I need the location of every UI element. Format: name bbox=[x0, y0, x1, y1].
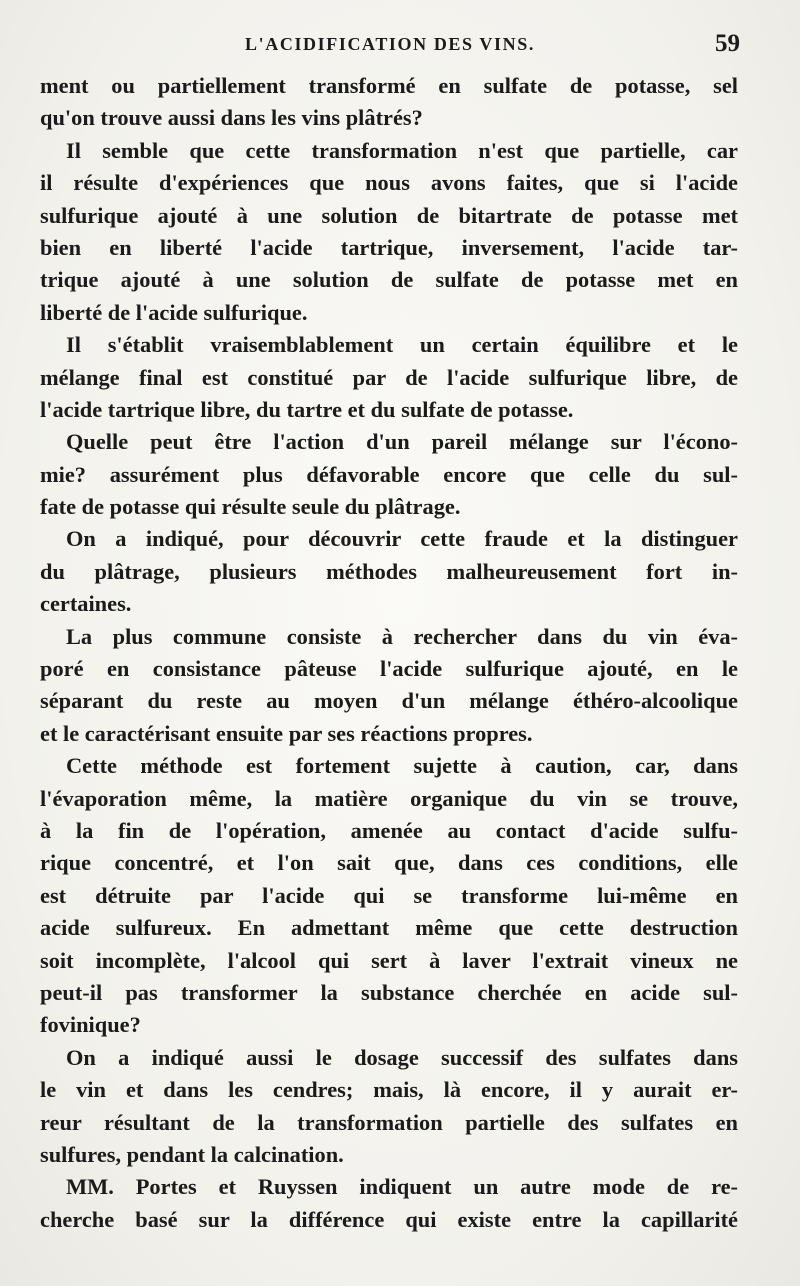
text-line: est détruite par l'acide qui se transforme lui-même en bbox=[40, 882, 738, 908]
body-text bbox=[40, 70, 738, 1236]
text-line: On a indiqué aussi le dosage successif des sulfates dans bbox=[66, 1044, 738, 1070]
text-line: l'acide tartrique libre, du tartre et du sulfate de potasse. bbox=[40, 396, 574, 422]
text-line: qu'on trouve aussi dans les vins plâtrés? bbox=[40, 105, 423, 131]
text-line: cherche basé sur la différence qui existe entre la capillarité bbox=[40, 1206, 738, 1232]
text-line: à la fin de l'opération, amenée au contact d'acide sulfu- bbox=[40, 817, 738, 843]
text-line: Il s'établit vraisemblablement un certain équilibre et le bbox=[66, 332, 738, 358]
text-line: Il semble que cette transformation n'est que partielle, car bbox=[66, 137, 738, 163]
text-line: acide sulfureux. En admettant même que cette destruction bbox=[40, 915, 738, 941]
text-line: mélange final est constitué par de l'acide sulfurique libre, de bbox=[40, 364, 738, 390]
text-line: liberté de l'acide sulfurique. bbox=[40, 299, 308, 325]
text-line: fate de potasse qui résulte seule du plâtrage. bbox=[40, 494, 461, 520]
text-line: peut-il pas transformer la substance cherchée en acide sul- bbox=[40, 979, 738, 1005]
page-header bbox=[40, 30, 740, 62]
text-line: Cette méthode est fortement sujette à caution, car, dans bbox=[66, 753, 738, 779]
page-number: 59 bbox=[715, 30, 740, 57]
text-line: il résulte d'expériences que nous avons faites, que si l'acide bbox=[40, 170, 738, 196]
text-line: sulfurique ajouté à une solution de bitartrate de potasse met bbox=[40, 202, 738, 228]
text-line: MM. Portes et Ruyssen indiquent un autre mode de re- bbox=[66, 1174, 738, 1200]
text-line: le vin et dans les cendres; mais, là encore, il y aurait er- bbox=[40, 1077, 738, 1103]
text-line: poré en consistance pâteuse l'acide sulfurique ajouté, en le bbox=[40, 656, 738, 682]
text-line: l'évaporation même, la matière organique du vin se trouve, bbox=[40, 785, 738, 811]
text-line: ment ou partiellement transformé en sulfate de potasse, sel bbox=[40, 73, 738, 98]
text-line: du plâtrage, plusieurs méthodes malheureusement fort in- bbox=[40, 558, 738, 584]
text-line: La plus commune consiste à rechercher dans du vin éva- bbox=[66, 623, 738, 649]
text-line: trique ajouté à une solution de sulfate de potasse met en bbox=[40, 267, 738, 293]
text-line: rique concentré, et l'on sait que, dans ces conditions, elle bbox=[40, 850, 738, 876]
text-line: On a indiqué, pour découvrir cette fraude et la distinguer bbox=[66, 526, 738, 552]
text-line: bien en liberté l'acide tartrique, inversement, l'acide tar- bbox=[40, 234, 738, 260]
text-line: fovinique? bbox=[40, 1012, 141, 1038]
text-line: reur résultant de la transformation partielle des sulfates en bbox=[40, 1109, 738, 1135]
text-line: séparant du reste au moyen d'un mélange éthéro-alcoolique bbox=[40, 688, 738, 714]
text-line: soit incomplète, l'alcool qui sert à laver l'extrait vineux ne bbox=[40, 947, 738, 973]
text-line: certaines. bbox=[40, 591, 132, 617]
text-line: Quelle peut être l'action d'un pareil mélange sur l'écono- bbox=[66, 429, 738, 455]
text-line: et le caractérisant ensuite par ses réactions propres. bbox=[40, 720, 533, 746]
text-line: sulfures, pendant la calcination. bbox=[40, 1141, 344, 1167]
running-head: L'ACIDIFICATION DES VINS. bbox=[245, 34, 535, 54]
text-line: mie? assurément plus défavorable encore que celle du sul- bbox=[40, 461, 738, 487]
